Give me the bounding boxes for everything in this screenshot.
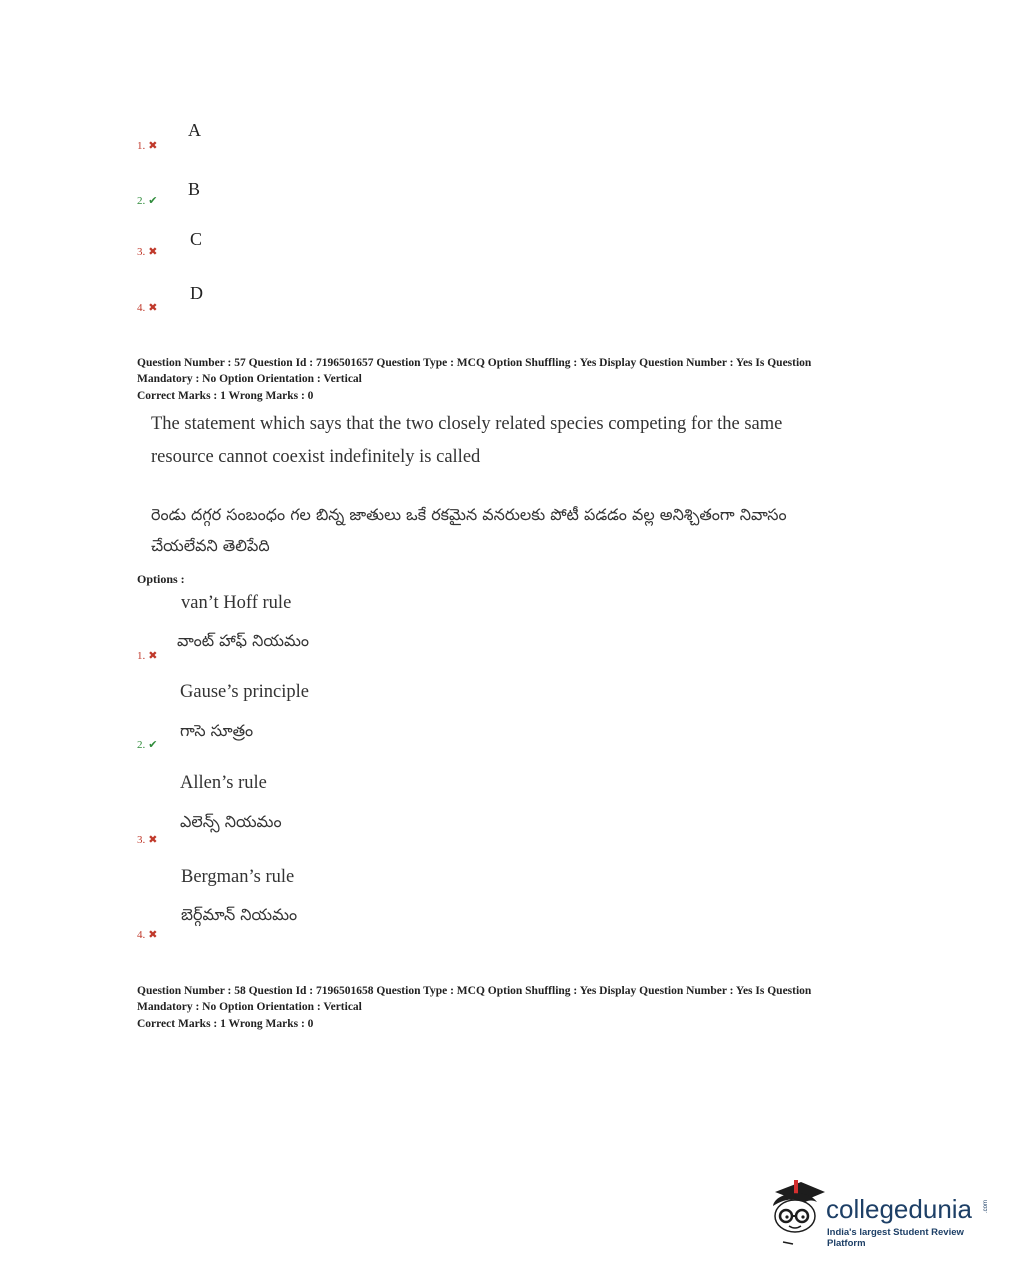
question-text-te-line2: చేయలేవని తెలిపేది	[151, 536, 270, 555]
question-text-te-line1: రెండు దగ్గర సంబంధం గల బిన్న జాతులు ఒకే రకమైన వనరులకు పోటీ పడడం వల్ల అనిశ్చితంగా నివాసం	[151, 505, 787, 524]
option-text: D	[190, 283, 203, 303]
meta-line: Correct Marks : 1 Wrong Marks : 0	[137, 1018, 314, 1030]
option-text-te: వాంట్ హాఫ్ నియమం	[177, 631, 309, 650]
student-mascot-icon	[767, 1178, 827, 1246]
option-text-en: Allen’s rule	[180, 773, 267, 793]
meta-line: Mandatory : No Option Orientation : Vertical	[137, 1001, 362, 1013]
meta-line: Mandatory : No Option Orientation : Vertical	[137, 373, 362, 385]
question-text-en-line1: The statement which says that the two closely related species competing for the same	[151, 414, 783, 434]
option-number: 4. ✖	[137, 929, 158, 941]
question-57-meta	[137, 355, 811, 404]
logo-wordmark: collegedunia	[826, 1194, 973, 1224]
option-text-en: Bergman’s rule	[181, 867, 295, 887]
meta-line: Question Number : 58 Question Id : 7196501658 Question Type : MCQ Option Shuffling : Yes Display Question Number : Yes Is Question	[137, 985, 812, 997]
option-text: B	[188, 179, 201, 199]
option-text-te: గాసె సూత్రం	[180, 721, 254, 740]
option-text: A	[188, 120, 201, 140]
logo-domain-suffix: .com	[983, 1200, 989, 1214]
check-mark-icon: ✔	[148, 739, 158, 751]
option-number: 3. ✖	[137, 246, 158, 258]
option-text-en: van’t Hoff rule	[181, 593, 292, 613]
collegedunia-logo	[767, 1178, 995, 1248]
wrong-mark-icon: ✖	[148, 246, 158, 258]
option-number: 3. ✖	[137, 834, 158, 846]
meta-line: Correct Marks : 1 Wrong Marks : 0	[137, 390, 314, 402]
check-mark-icon: ✔	[148, 195, 158, 207]
options-label: Options :	[137, 572, 185, 586]
wrong-mark-icon: ✖	[148, 834, 158, 846]
option-text-te: బెర్గ్‌మాన్ నియమం	[181, 905, 298, 924]
meta-line: Question Number : 57 Question Id : 7196501657 Question Type : MCQ Option Shuffling : Yes Display Question Number : Yes Is Question	[137, 357, 812, 369]
question-58-meta	[137, 983, 811, 1032]
wrong-mark-icon: ✖	[148, 650, 158, 662]
option-number: 2. ✔	[137, 195, 158, 207]
option-number: 1. ✖	[137, 140, 158, 152]
option-number: 4. ✖	[137, 302, 158, 314]
wrong-mark-icon: ✖	[148, 140, 158, 152]
option-number: 1. ✖	[137, 650, 158, 662]
wrong-mark-icon: ✖	[148, 302, 158, 314]
option-number: 2. ✔	[137, 739, 158, 751]
question-text-en-line2: resource cannot coexist indefinitely is called	[151, 447, 481, 467]
logo-tagline: India's largest Student Review Platform	[827, 1227, 964, 1249]
option-text-en: Gause’s principle	[180, 682, 309, 702]
option-text-te: ఎలెన్స్ నియమం	[180, 812, 282, 831]
wrong-mark-icon: ✖	[148, 929, 158, 941]
option-text: C	[190, 229, 203, 249]
